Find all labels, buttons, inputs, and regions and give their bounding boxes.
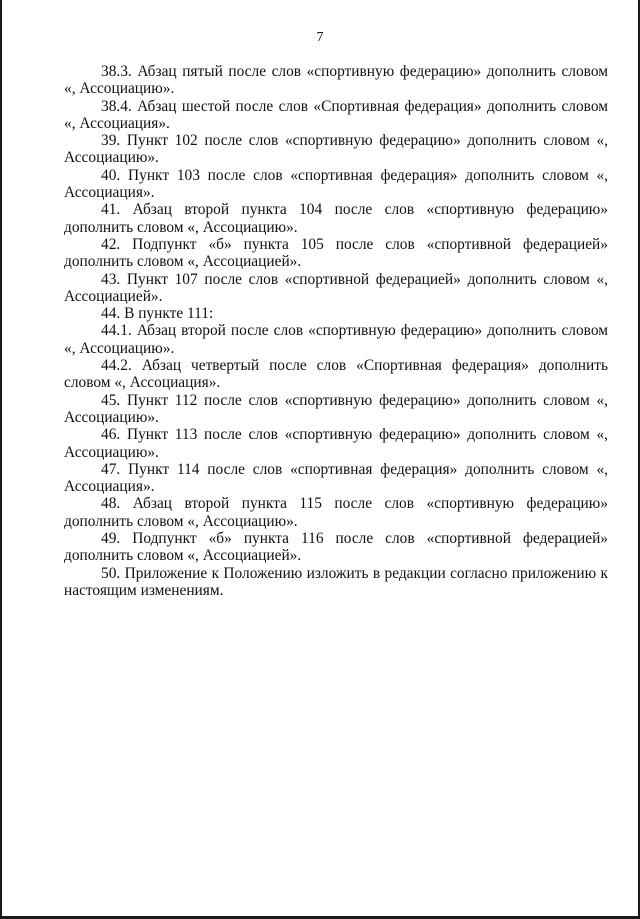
paragraph-44: 44. В пункте 111: — [101, 305, 214, 323]
paragraph-50: 50. Приложение к Положению изложить в редакции согласно приложению к настоящим изменениям. — [64, 564, 608, 599]
page-number: 7 — [316, 30, 324, 45]
paragraph-40: 40. Пункт 103 после слов «спортивная федерация» дополнить словом «, Ассоциация». — [64, 166, 608, 202]
paragraph-42: 42. Подпункт «б» пункта 105 после слов «спортивной федерацией» дополнить словом «, Ассоциацией». — [64, 235, 608, 271]
scan-edge-left — [0, 0, 2, 919]
document-body — [64, 63, 608, 599]
paragraph-39: 39. Пункт 102 после слов «спортивную федерацию» дополнить словом «, Ассоциацию». — [64, 132, 608, 167]
paragraph-41: 41. Абзац второй пункта 104 после слов «спортивную федерацию» дополнить словом «, Ассоциацию». — [64, 201, 608, 236]
paragraph-43: 43. Пункт 107 после слов «спортивной федерацией» дополнить словом «, Ассоциацией». — [64, 270, 608, 305]
paragraph-44-1: 44.1. Абзац второй после слов «спортивную федерацию» дополнить словом «, Ассоциацию». — [64, 322, 608, 357]
paragraph-47: 47. Пункт 114 после слов «спортивная федерация» дополнить словом «, Ассоциация». — [64, 460, 608, 496]
paragraph-49: 49. Подпункт «б» пункта 116 после слов «спортивной федерацией» дополнить словом «, Ассоциацией». — [64, 530, 608, 565]
paragraph-45: 45. Пункт 112 после слов «спортивную федерацию» дополнить словом «, Ассоциацию». — [64, 391, 608, 426]
paragraph-38-3: 38.3. Абзац пятый после слов «спортивную федерацию» дополнить словом «, Ассоциацию». — [64, 63, 608, 98]
paragraph-48: 48. Абзац второй пункта 115 после слов «спортивную федерацию» дополнить словом «, Ассоциацию». — [64, 495, 608, 530]
paragraph-38-4: 38.4. Абзац шестой после слов «Спортивная федерация» дополнить словом «, Ассоциация». — [64, 97, 608, 132]
paragraph-46: 46. Пункт 113 после слов «спортивную федерацию» дополнить словом «, Ассоциацию». — [64, 426, 608, 461]
paragraph-44-2: 44.2. Абзац четвертый после слов «Спортивная федерация» дополнить словом «, Ассоциация». — [64, 357, 608, 392]
